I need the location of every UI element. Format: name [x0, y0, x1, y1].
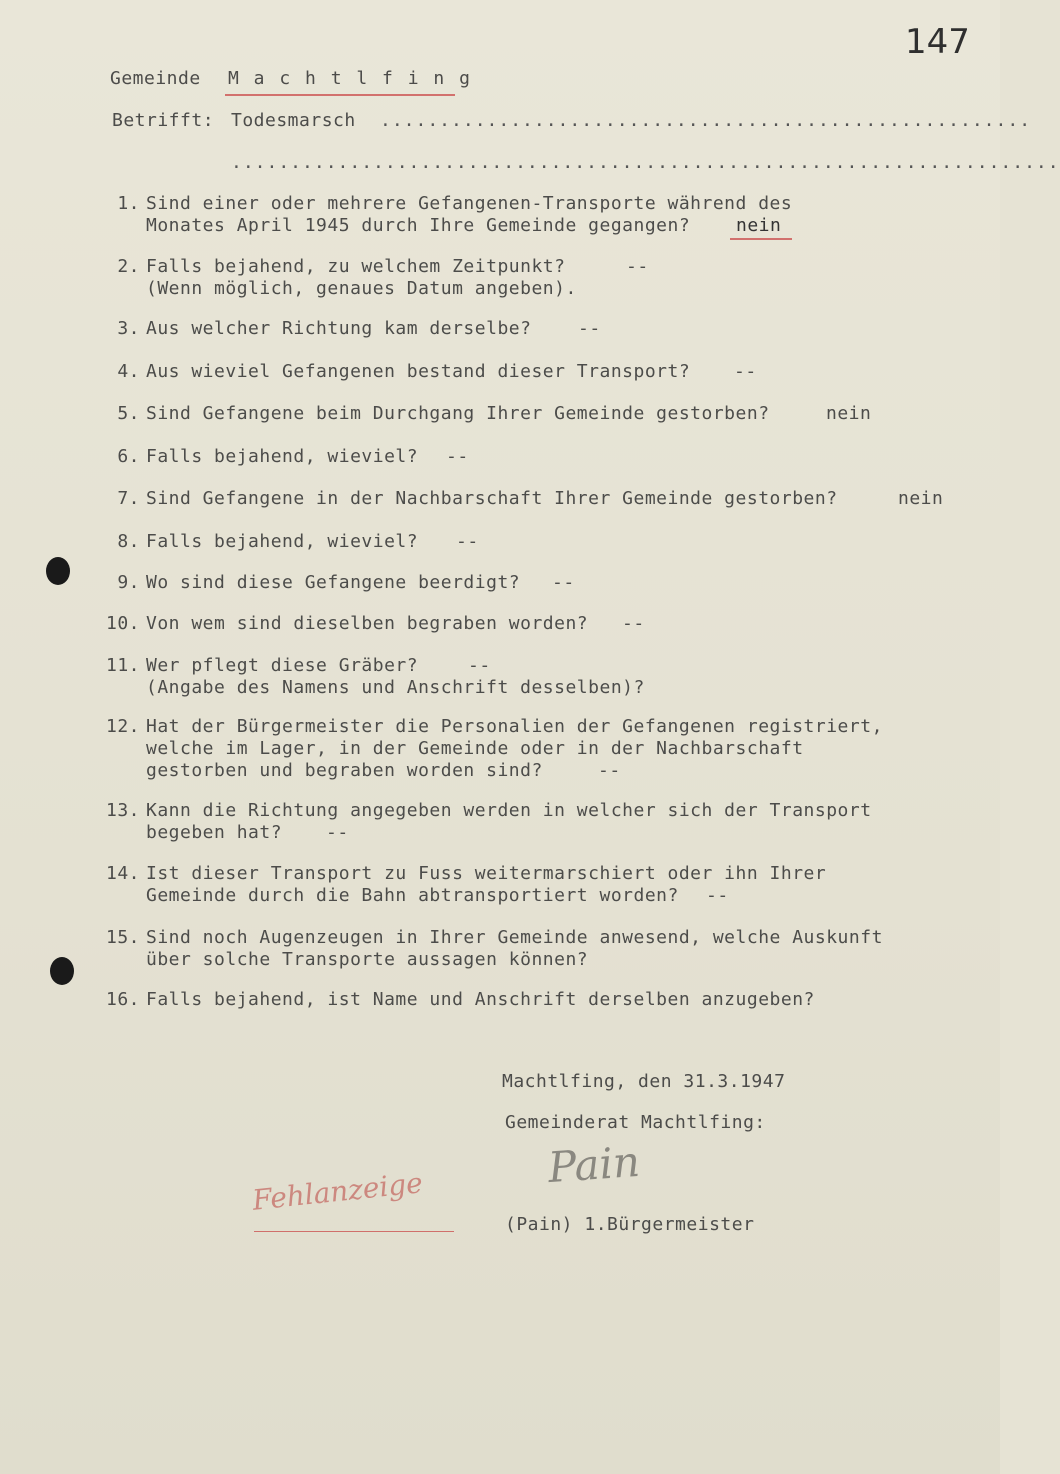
question-number: 10. — [105, 613, 140, 634]
red-note-underline — [254, 1231, 454, 1232]
question-number: 4. — [117, 361, 140, 382]
gemeinde-underline — [225, 94, 455, 96]
question-text: Falls bejahend, zu welchem Zeitpunkt? (Wenn möglich, genaues Datum angeben). — [146, 256, 577, 299]
question-answer: -- — [626, 256, 649, 277]
question-answer: -- — [734, 361, 757, 382]
question-text: Sind Gefangene in der Nachbarschaft Ihrer Gemeinde gestorben? — [146, 488, 838, 509]
question-text: Falls bejahend, wieviel? — [146, 446, 419, 467]
question-text: Sind noch Augenzeugen in Ihrer Gemeinde anwesend, welche Auskunft über solche Transporte aussagen können? — [146, 927, 883, 970]
council-label: Gemeinderat Machtlfing: — [505, 1112, 766, 1133]
question-answer: nein — [736, 215, 781, 237]
question-number: 9. — [117, 572, 140, 593]
question-text: Falls bejahend, wieviel? — [146, 531, 419, 552]
red-handwritten-note: Fehlanzeige — [250, 1166, 425, 1217]
question-number: 16. — [105, 989, 140, 1010]
punch-hole — [46, 557, 70, 585]
dotted-line: ...................................................................... — [231, 152, 1060, 173]
question-text: Sind Gefangene beim Durchgang Ihrer Gemeinde gestorben? — [146, 403, 770, 424]
punch-hole — [50, 957, 74, 985]
question-number: 6. — [117, 446, 140, 467]
question-answer: -- — [456, 531, 479, 552]
gemeinde-label: Gemeinde — [110, 68, 201, 89]
question-number: 15. — [105, 927, 140, 948]
question-number: 3. — [117, 318, 140, 339]
betrifft-value: Todesmarsch — [231, 110, 356, 131]
question-text: Wer pflegt diese Gräber? (Angabe des Namens und Anschrift desselben)? — [146, 655, 645, 698]
question-answer: nein — [826, 403, 872, 424]
signatory: (Pain) 1.Bürgermeister — [505, 1214, 755, 1235]
question-answer: -- — [326, 822, 349, 843]
question-answer: -- — [598, 760, 621, 781]
page-number: 147 — [905, 22, 970, 62]
question-text: Wo sind diese Gefangene beerdigt? — [146, 572, 521, 593]
signature: Pain — [546, 1136, 642, 1193]
question-number: 14. — [105, 863, 140, 884]
question-text: Von wem sind dieselben begraben worden? — [146, 613, 589, 634]
question-text: Kann die Richtung angegeben werden in welcher sich der Transport begeben hat? — [146, 800, 872, 843]
question-number: 1. — [117, 193, 140, 214]
question-number: 2. — [117, 256, 140, 277]
question-text: Hat der Bürgermeister die Personalien der Gefangenen registriert, welche im Lager, in der Gemeinde oder in der Nachbarschaft gestorben und begraben worden sind? — [146, 716, 883, 781]
question-answer: nein — [898, 488, 944, 509]
question-text: Aus welcher Richtung kam derselbe? — [146, 318, 532, 339]
question-number: 7. — [117, 488, 140, 509]
question-number: 11. — [105, 655, 140, 676]
question-text: Ist dieser Transport zu Fuss weitermarschiert oder ihn Ihrer Gemeinde durch die Bahn abtransportiert worden? — [146, 863, 827, 906]
question-answer: -- — [468, 655, 491, 676]
question-number: 13. — [105, 800, 140, 821]
question-answer: -- — [552, 572, 575, 593]
gemeinde-name: M a c h t l f i n g — [228, 68, 472, 89]
question-number: 5. — [117, 403, 140, 424]
question-text: Sind einer oder mehrere Gefangenen-Transporte während des Monates April 1945 durch Ihre Gemeinde gegangen? — [146, 193, 793, 236]
betrifft-label: Betrifft: — [112, 110, 215, 131]
question-answer: -- — [578, 318, 601, 339]
question-text: Aus wieviel Gefangenen bestand dieser Transport? — [146, 361, 691, 382]
question-answer: -- — [622, 613, 645, 634]
question-number: 12. — [105, 716, 140, 737]
question-text: Falls bejahend, ist Name und Anschrift derselben anzugeben? — [146, 989, 815, 1010]
question-number: 8. — [117, 531, 140, 552]
place-date: Machtlfing, den 31.3.1947 — [502, 1071, 786, 1092]
question-answer: -- — [446, 446, 469, 467]
question-answer: -- — [706, 885, 729, 906]
dotted-line: ....................................................... — [380, 110, 1032, 131]
answer-underline — [730, 238, 792, 240]
